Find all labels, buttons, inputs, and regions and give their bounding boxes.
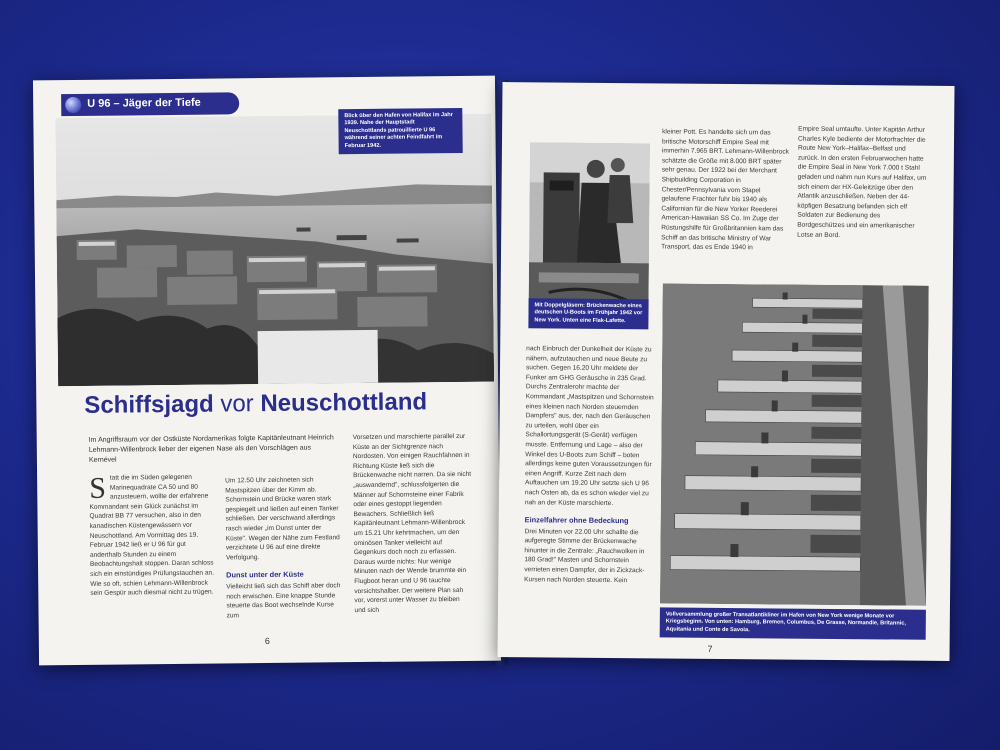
column-3: Vorsetzen und marschierte parallel zur Küste an der Sichtgrenze nach Nordosten. Von einigen Rauchfahnen in Richtung Küste ließ sich die Brückenwache nicht narren. Da sie nicht „auswandernd", schlussfolgerten die Männer auf Schornsteine einer Fabrik oder eines gestoppt liegenden Bewachers. Schließlich ließ Kapitänleutnant Lehmann-Willenbrock um 15.21 Uhr kehrtmachen, um den ominösen Tanker vielleicht auf Gegenkurs doch noch zu erfassen. Daraus wurde nichts: Nur wenige Minuten nach der Wende brummte ein Flugboot heran und U 96 tauchte vorsichtshalber. Der weitere Plan sah vor, vorerst unter Wasser zu bleiben und sich xyxy=(352,432,472,614)
ny-harbour-liners-photo xyxy=(660,283,929,605)
right-column-1-mid xyxy=(524,344,654,591)
title-word-3: Neuschottland xyxy=(260,388,428,418)
subheading-dunst: Dunst unter der Küste xyxy=(226,569,304,580)
page-number-left: 6 xyxy=(264,635,270,647)
globe-icon xyxy=(65,97,81,113)
subheading-einzelfahrer: Einzelfahrer ohne Bedeckung xyxy=(524,515,629,526)
column-2 xyxy=(225,475,345,627)
bridge-watch-photo xyxy=(528,142,649,315)
right-column-2-top: Empire Seal umtaufte. Unter Kapitän Arthur Charles Kyle bediente der Motorfrachter die Route New York–Halifax–Belfast und zurück. In den ersten Februarwochen hatte die Empire Seal in New York 7.000 t Stahl geladen und nahm nun Kurs auf Halifax, um sich einem der HX-Geleitzüge über den Atlantik anzuschließen. Neben der 44-köpfigen Besatzung befanden sich elf Soldaten zur Bedienung des Bordgeschützes und ein amerikanischer Lotse an Bord. xyxy=(797,125,927,239)
intro-text: Im Angriffsraum vor der Ostküste Nordamerikas folgte Kapitänleutnant Heinrich Lehmann-Willenbrock lieber der eigenen Nase als den Vorschlägen aus Kernével xyxy=(88,434,334,464)
right-page xyxy=(497,82,954,661)
halifax-photo-image xyxy=(55,114,494,387)
header-banner xyxy=(61,92,239,116)
header-label: U 96 – Jäger der Tiefe xyxy=(87,96,201,110)
column-2-text-a: Um 12.50 Uhr zeichneten sich Mastspitzen über der Kimm ab. Schornstein und Brücke waren stark gespiegelt und ließen auf einen Tanker schließen. Der verschwand allerdings rasch wieder „im Dunst unter der Küste". Wegen der Nähe zum Festland verzichtete U 96 auf eine direkte Verfolgung. xyxy=(225,476,340,562)
title-word-1: Schiffsjagd xyxy=(84,390,214,419)
column-2-text-b: Vielleicht ließ sich das Schiff aber doch noch erwischen. Eine knappe Stunde steuerte das Boot wechselnde Kurse zum xyxy=(226,582,341,620)
page-number-right: 7 xyxy=(707,643,713,654)
right-column-1-bottom-text: Drei Minuten vor 22.00 Uhr schallte die aufgeregte Stimme der Brückenwache hinunter in die Zentrale: „Rauchwolken in 180 Grad!" Masten und Schornstein verrieten einen Dampfer, der in Zickzack-Kursen nach Norden steuerte. Kein xyxy=(524,527,645,584)
photo-caption: Blick über den Hafen von Halifax im Jahr 1939. Nahe der Hauptstadt Neuschottlands patrouillierte U 96 während seiner achten Feindfahrt im Februar 1942. xyxy=(338,108,462,154)
halifax-harbour-photo xyxy=(55,114,494,387)
dropcap: S xyxy=(89,471,107,505)
title-word-2: vor xyxy=(220,390,254,418)
column-1-text: tatt die im Süden gelegenen Marinequadrate CA 50 und 80 anzusteuern, wollte der erfahrene Kommandant sein Glück zunächst im Quadrat BB 77 versuchen, also in den kanadischen Küstengewässern vor Neuschottland. Am Vormittag des 19. Februar 1942 ließ er U 96 für gut anderthalb Stunden zu einem Beobachtungshalt stoppen. Daran schloss sich ein einstündiges Prüfungstauchen an. Wie so oft, schien Lehmann-Willenbrock sein Gespür auch diesmal nicht zu trügen. xyxy=(89,473,215,597)
left-page xyxy=(33,76,501,666)
column-1 xyxy=(89,473,218,599)
article-title xyxy=(84,388,427,420)
bridge-watch-caption: Mit Doppelgläsern: Brückenwache eines deutschen U-Boots im Frühjahr 1942 vor New York. Unten eine Flak-Lafette. xyxy=(528,298,648,329)
right-column-1-mid-text: nach Einbruch der Dunkelheit der Küste zu nähern, aufzutauchen und neue Beute zu suchen. Gegen 16.20 Uhr meldete der Funker am GHG Geräusche in 235 Grad. Durchs Zentralerohr machte der Kommandant „Mastspitzen und Schornstein eines kleinen nach Norden steuernden Dampfers" aus, der, nach den Geräuschen zu urteilen, wohl über ein Schallortungsgerät (S-Gerät) verfügen musste. Entfernung und Lage – also der Winkel des U-Boots zum Schiff – boten allerdings keine guten Voraussetzungen für einen Angriff. Kurze Zeit nach dem Auftauchen um 19.20 Uhr setzte sich U 96 nach Osten ab, da es schon wieder viel zu nah an der Küste marschierte. xyxy=(524,345,654,507)
liners-photo-image xyxy=(660,283,929,605)
bridge-watch-image xyxy=(528,142,649,315)
liners-caption: Vollversammlung großer Transatlantikliner im Hafen von New York wenige Monate vor Kriegsbeginn. Von unten: Hamburg, Bremen, Columbus, De Grasse, Normandie, Britannic, Aquitania und Conte de Savoia. xyxy=(660,607,926,640)
right-column-1-top: kleiner Pott. Es handelte sich um das britische Motorschiff Empire Seal mit immerhin 7.965 BRT. Lehmann-Willenbrock schätzte die Größe mit 8.000 BRT später sehr genau. Der 1922 bei der Merchant Shipbuilding Corporation in Chester/Pennsylvania vom Stapel gelaufene Frachter fuhr bis 1940 als Californian für die New Yorker Reederei American-Hawaiian SS Co. Im Zuge der Rüstungshilfe für Großbritannien kam das Schiff an das britische Ministry of War Transport, das es Ende 1940 in xyxy=(661,128,789,252)
